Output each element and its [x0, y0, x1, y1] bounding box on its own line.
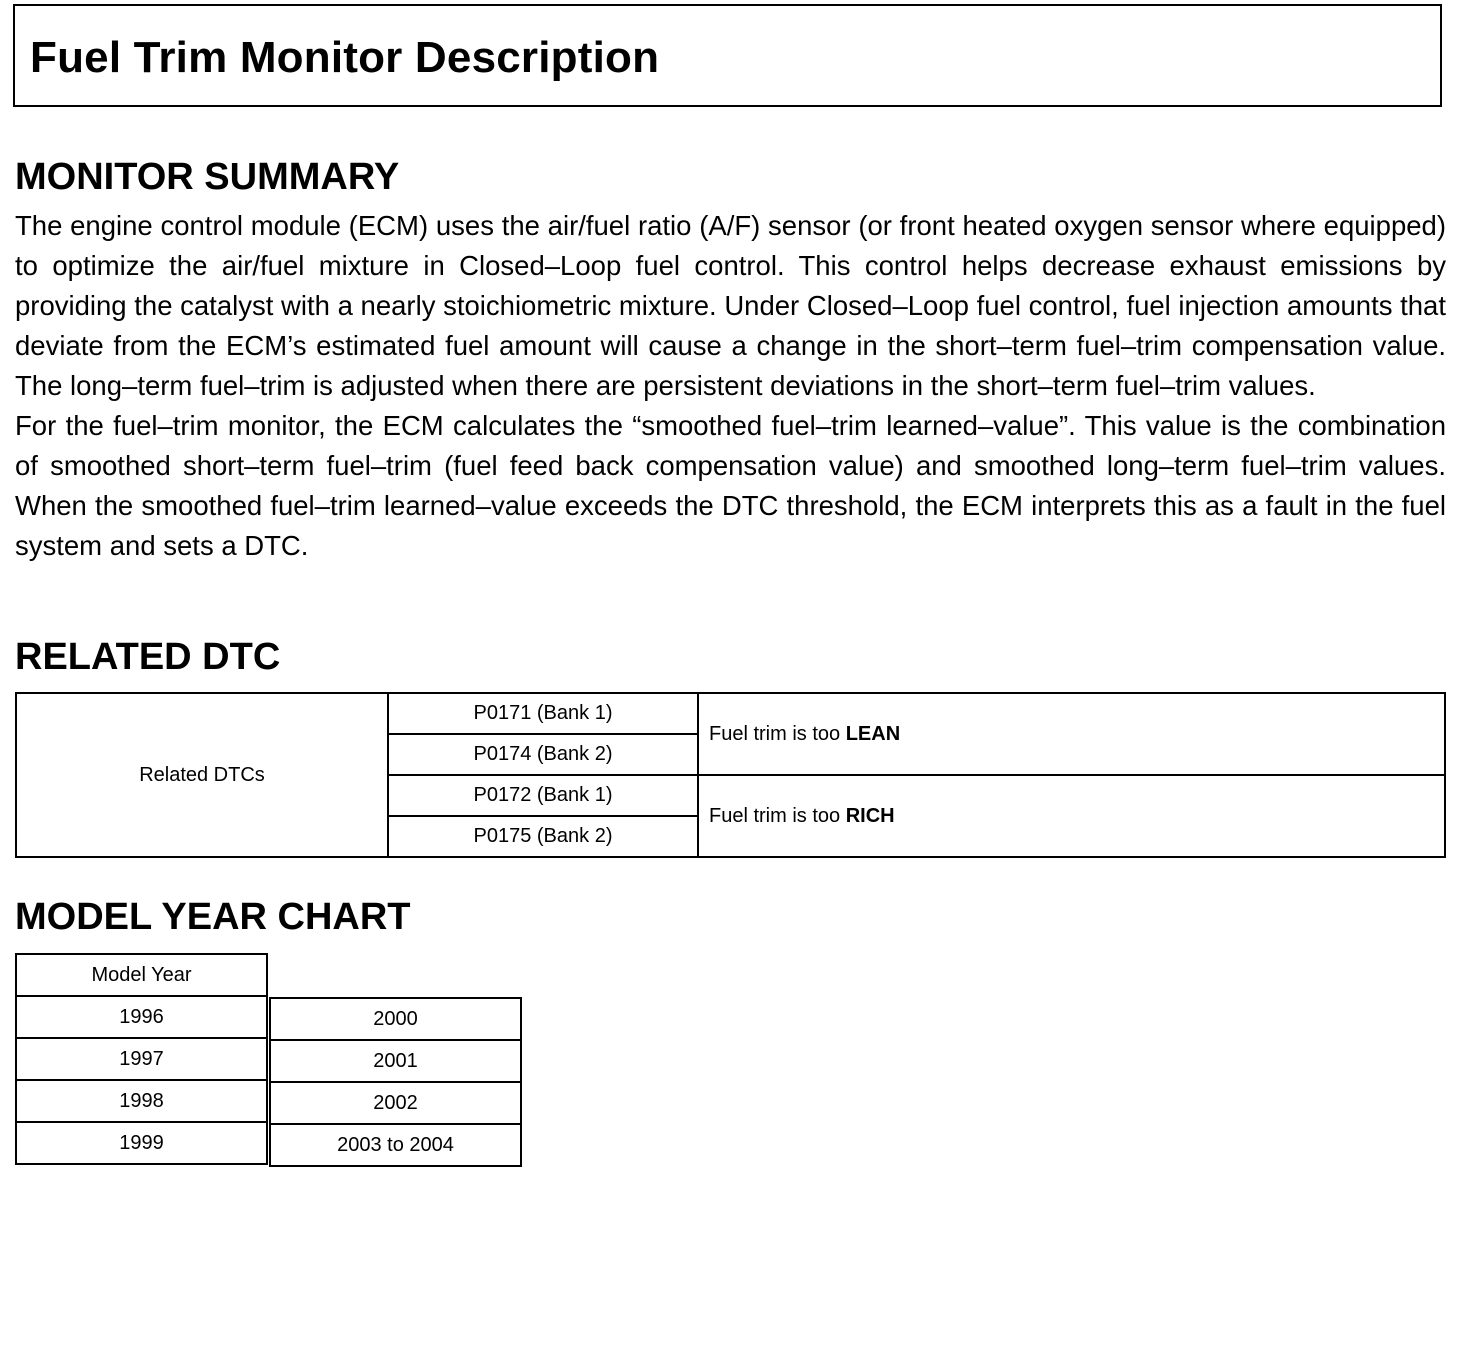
model-year-cell: 2003 to 2004	[270, 1124, 521, 1166]
dtc-rich-description: Fuel trim is too RICH	[698, 775, 1445, 857]
model-year-cell: 1998	[16, 1080, 267, 1122]
dtc-code: P0171 (Bank 1)	[388, 693, 698, 734]
model-year-cell: 1999	[16, 1122, 267, 1164]
model-year-cell: 2002	[270, 1082, 521, 1124]
model-year-chart-heading: MODEL YEAR CHART	[15, 896, 411, 938]
summary-paragraph-1: The engine control module (ECM) uses the air/fuel ratio (A/F) sensor (or front heated oxygen sensor where equipped) to optimize the air/fuel mixture in Closed–Loop fuel control. This control helps decrease exhaust emissions by providing the catalyst with a nearly stoichiometric mixture. Under Closed–Loop fuel control, fuel injection amounts that deviate from the ECM’s estimated fuel amount will cause a change in the short–term fuel–trim compensation value. The long–term fuel–trim is adjusted when there are persistent deviations in the short–term fuel–trim values.	[15, 210, 1446, 401]
summary-paragraph-2: For the fuel–trim monitor, the ECM calculates the “smoothed fuel–trim learned–value”. This value is the combination of smoothed short–term fuel–trim (fuel feed back compensation value) and smoothed long–term fuel–trim values. When the smoothed fuel–trim learned–value exceeds the DTC threshold, the ECM interprets this as a fault in the fuel system and sets a DTC.	[15, 410, 1446, 561]
model-year-cell: 2001	[270, 1040, 521, 1082]
dtc-code: P0174 (Bank 2)	[388, 734, 698, 775]
model-year-cell: 1997	[16, 1038, 267, 1080]
related-dtcs-label: Related DTCs	[16, 693, 388, 857]
monitor-summary-heading: MONITOR SUMMARY	[15, 156, 400, 198]
related-dtc-heading: RELATED DTC	[15, 636, 281, 678]
model-year-cell: 1996	[16, 996, 267, 1038]
dtc-lean-description: Fuel trim is too LEAN	[698, 693, 1445, 775]
model-year-table-right	[269, 997, 522, 1167]
model-year-header: Model Year	[16, 954, 267, 996]
page-title: Fuel Trim Monitor Description	[30, 33, 660, 82]
related-dtc-table	[15, 692, 1446, 858]
monitor-summary-text	[15, 206, 1446, 566]
dtc-code: P0172 (Bank 1)	[388, 775, 698, 816]
dtc-code: P0175 (Bank 2)	[388, 816, 698, 857]
model-year-table-left	[15, 953, 268, 1165]
title-box	[13, 4, 1442, 107]
model-year-cell: 2000	[270, 998, 521, 1040]
